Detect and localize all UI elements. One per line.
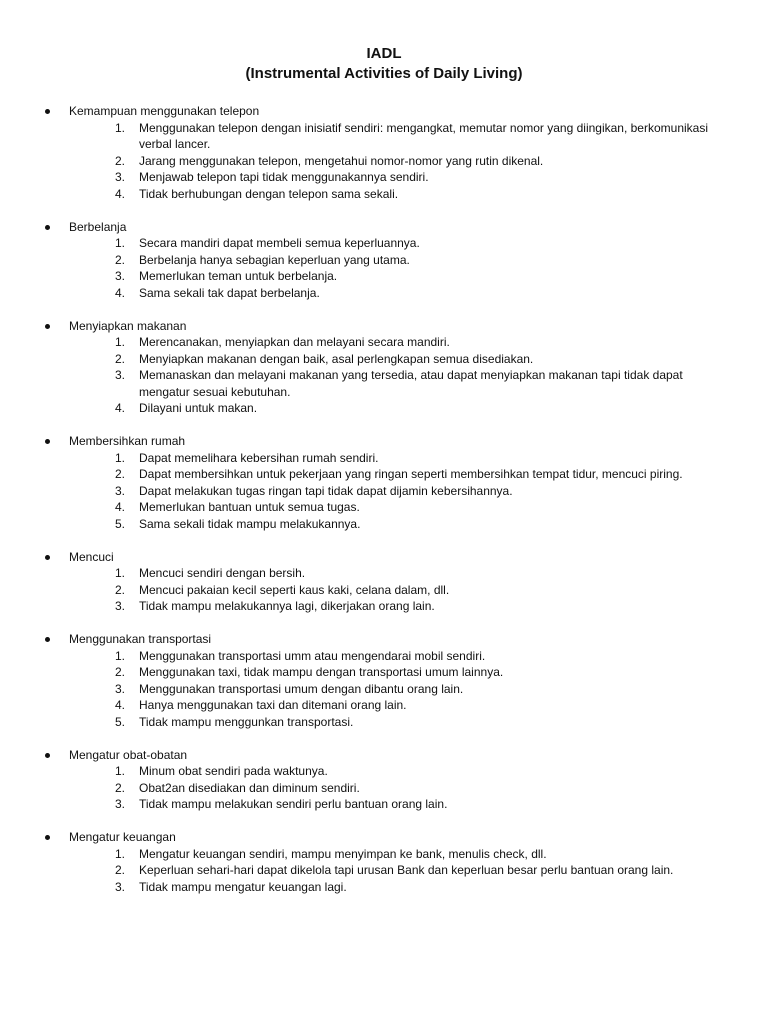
section <box>0 318 768 417</box>
item-text: Dilayani untuk makan. <box>139 401 258 415</box>
item-number: 1. <box>115 120 126 135</box>
document-subtitle: (Instrumental Activities of Daily Living) <box>245 65 523 82</box>
item-number: 2. <box>115 863 126 877</box>
bullet-icon <box>45 439 50 444</box>
item-number: 2. <box>115 351 126 366</box>
item-text: Tidak mampu melakukan sendiri perlu bantuan orang lain. <box>139 797 448 811</box>
bullet-icon <box>45 225 50 230</box>
bullet-icon <box>45 109 50 114</box>
item-text: Menyiapkan makanan dengan baik, asal perlengkapan semua disediakan. <box>139 351 534 366</box>
item-number: 2. <box>115 780 126 795</box>
document-title: IADL <box>366 45 402 62</box>
section-heading-row <box>0 103 768 120</box>
item-number: 2. <box>115 467 126 481</box>
list-item <box>0 664 768 681</box>
item-number: 3. <box>115 483 126 498</box>
item-text: Menggunakan transportasi umum dengan dibantu orang lain. <box>139 681 464 696</box>
list-item <box>0 846 768 863</box>
item-text: Menggunakan taxi, tidak mampu dengan transportasi umum lainnya. <box>139 665 504 679</box>
section-heading: Menyiapkan makanan <box>69 318 187 333</box>
section-heading-row <box>0 433 768 450</box>
section-heading: Mengatur obat-obatan <box>69 747 188 762</box>
item-number: 2. <box>115 665 126 679</box>
item-number: 3. <box>115 879 126 894</box>
item-text: Minum obat sendiri pada waktunya. <box>139 764 328 778</box>
list-item <box>0 450 768 467</box>
list-item <box>0 268 768 285</box>
item-text: Sama sekali tak dapat berbelanja. <box>139 285 320 300</box>
item-number: 4. <box>115 500 126 514</box>
item-text: Mencuci sendiri dengan bersih. <box>139 566 306 580</box>
item-number: 3. <box>115 368 126 382</box>
section-heading: Menggunakan transportasi <box>69 632 212 646</box>
item-number: 3. <box>115 170 126 184</box>
item-text: Tidak berhubungan dengan telepon sama sekali. <box>139 186 399 201</box>
list-item <box>0 367 768 400</box>
numbered-list <box>0 763 768 813</box>
item-number: 5. <box>115 714 126 729</box>
list-item <box>0 120 768 153</box>
item-number: 4. <box>115 186 126 201</box>
section-heading-row <box>0 549 768 566</box>
section <box>0 631 768 730</box>
item-text: Mengatur keuangan sendiri, mampu menyimpan ke bank, menulis check, dll. <box>139 846 547 861</box>
list-item <box>0 153 768 170</box>
section-heading-row <box>0 219 768 236</box>
item-number: 2. <box>115 153 126 168</box>
list-item <box>0 862 768 879</box>
item-number: 4. <box>115 401 126 415</box>
item-text: Jarang menggunakan telepon, mengetahui nomor-nomor yang rutin dikenal. <box>139 153 544 168</box>
item-number: 1. <box>115 648 126 663</box>
item-number: 1. <box>115 764 126 778</box>
item-number: 1. <box>115 236 126 250</box>
section-heading-row <box>0 747 768 764</box>
item-text: Dapat melakukan tugas ringan tapi tidak dapat dijamin kebersihannya. <box>139 483 513 498</box>
list-item <box>0 400 768 417</box>
item-number: 3. <box>115 599 126 613</box>
bullet-icon <box>45 753 50 758</box>
item-text: Keperluan sehari-hari dapat dikelola tapi urusan Bank dan keperluan besar perlu bantuan orang lain. <box>139 863 674 877</box>
list-item <box>0 648 768 665</box>
title-block <box>0 44 768 84</box>
numbered-list <box>0 334 768 417</box>
list-item <box>0 780 768 797</box>
item-number: 2. <box>115 252 126 267</box>
item-number: 1. <box>115 335 126 349</box>
list-item <box>0 598 768 615</box>
list-item <box>0 499 768 516</box>
section-heading: Mengatur keuangan <box>69 830 176 844</box>
item-text: Berbelanja hanya sebagian keperluan yang utama. <box>139 252 410 267</box>
item-number: 5. <box>115 516 126 531</box>
item-text: Menggunakan telepon dengan inisiatif sendiri: mengangkat, memutar nomor yang diingikan, berkomunikasi verbal lancer. <box>139 120 709 151</box>
list-item <box>0 351 768 368</box>
item-number: 2. <box>115 582 126 597</box>
list-item <box>0 565 768 582</box>
item-text: Menjawab telepon tapi tidak menggunakannya sendiri. <box>139 170 429 184</box>
item-text: Tidak mampu mengatur keuangan lagi. <box>139 879 347 894</box>
bullet-icon <box>45 555 50 560</box>
item-text: Hanya menggunakan taxi dan ditemani orang lain. <box>139 698 407 712</box>
section <box>0 549 768 615</box>
item-text: Secara mandiri dapat membeli semua keperluannya. <box>139 236 420 250</box>
section-heading: Berbelanja <box>69 219 127 234</box>
section-heading: Mencuci <box>69 549 114 564</box>
item-text: Memerlukan bantuan untuk semua tugas. <box>139 500 360 514</box>
bullet-icon <box>45 835 50 840</box>
numbered-list <box>0 120 768 203</box>
item-text: Obat2an disediakan dan diminum sendiri. <box>139 780 360 795</box>
list-item <box>0 697 768 714</box>
numbered-list <box>0 450 768 533</box>
item-number: 1. <box>115 566 126 580</box>
section-heading-row <box>0 318 768 335</box>
list-item <box>0 714 768 731</box>
item-text: Sama sekali tidak mampu melakukannya. <box>139 516 361 531</box>
numbered-list <box>0 565 768 615</box>
numbered-list <box>0 846 768 896</box>
bullet-icon <box>45 324 50 329</box>
bullet-icon <box>45 637 50 642</box>
item-number: 1. <box>115 846 126 861</box>
list-item <box>0 334 768 351</box>
list-item <box>0 466 768 483</box>
list-item <box>0 169 768 186</box>
list-item <box>0 483 768 500</box>
section <box>0 747 768 813</box>
list-item <box>0 879 768 896</box>
list-item <box>0 582 768 599</box>
section-heading: Kemampuan menggunakan telepon <box>69 104 260 118</box>
numbered-list <box>0 648 768 731</box>
item-text: Merencanakan, menyiapkan dan melayani secara mandiri. <box>139 335 450 349</box>
list-item <box>0 796 768 813</box>
section <box>0 829 768 895</box>
item-text: Memerlukan teman untuk berbelanja. <box>139 269 338 283</box>
item-number: 3. <box>115 269 126 283</box>
item-text: Dapat membersihkan untuk pekerjaan yang ringan seperti membersihkan tempat tidur, mencuci piring. <box>139 467 683 481</box>
section-heading-row <box>0 631 768 648</box>
item-number: 3. <box>115 681 126 696</box>
list-item <box>0 681 768 698</box>
section <box>0 103 768 202</box>
item-number: 4. <box>115 285 126 300</box>
list-item <box>0 252 768 269</box>
document-body <box>0 103 768 912</box>
item-text: Menggunakan transportasi umm atau mengendarai mobil sendiri. <box>139 648 486 663</box>
item-text: Mencuci pakaian kecil seperti kaus kaki, celana dalam, dll. <box>139 582 450 597</box>
list-item <box>0 186 768 203</box>
item-number: 3. <box>115 797 126 811</box>
section-heading-row <box>0 829 768 846</box>
item-text: Tidak mampu melakukannya lagi, dikerjakan orang lain. <box>139 599 435 613</box>
item-number: 1. <box>115 450 126 465</box>
item-text: Tidak mampu menggunkan transportasi. <box>139 714 354 729</box>
item-number: 4. <box>115 698 126 712</box>
section <box>0 433 768 532</box>
list-item <box>0 763 768 780</box>
numbered-list <box>0 235 768 301</box>
item-text: Dapat memelihara kebersihan rumah sendiri. <box>139 450 379 465</box>
section-heading: Membersihkan rumah <box>69 434 186 448</box>
list-item <box>0 285 768 302</box>
list-item <box>0 516 768 533</box>
list-item <box>0 235 768 252</box>
item-text: Memanaskan dan melayani makanan yang tersedia, atau dapat menyiapkan makanan tapi tidak dapat mengatur sesuai kebutuhan. <box>139 368 683 399</box>
section <box>0 219 768 302</box>
